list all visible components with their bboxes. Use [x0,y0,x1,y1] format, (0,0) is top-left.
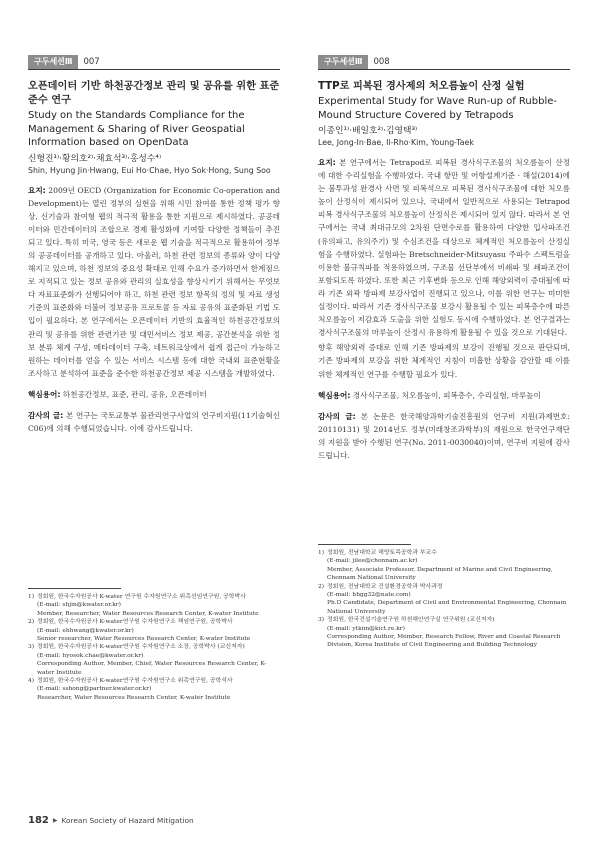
triangle-icon: ▶ [52,817,58,824]
acknowledgement [318,410,570,462]
title-korean: TTP로 피복된 경사제의 처오름높이 산정 실험 [318,81,525,92]
title-english: Study on the Standards Compliance for the Management & Sharing of River Geospatial Information based on OpenData [28,110,245,148]
footnote-index: 3) [28,644,35,651]
session-tag [28,55,280,70]
abstract-paragraph-2: 향후 해양외력 증대로 인해 기존 방파제의 보강이 진행될 것으로 판단되며, 기존 방파제의 보강을 위한 체계적인 지침이 미흡한 상황을 감안할 때 이를 위한 체계적인 연구를 수행할 필요가 있다. [318,343,570,379]
footnote-item [28,643,280,677]
footnote-line: Researcher, Water Resources Research Center, K-water Institute [37,694,231,701]
footnotes-left [28,593,280,702]
footnote-item [28,677,280,702]
footnote-line: Member, Associate Professor, Department of Marine and Civil Engineering, Chonnam National University [327,566,553,582]
keywords [28,388,280,401]
footnote-line: 정회원, 한국건설기술연구원 하천해안연구실 연구위원 (교신저자) [327,617,495,624]
footnote-index: 2) [318,583,325,590]
keywords-text: 경사식구조물, 처오름높이, 피복층수, 수리실험, 마루높이 [350,390,541,400]
footnote-line: 정회원, 한국수자원공사 K-water연구원 수자원연구소 책임연구원, 공학박사 [37,619,233,626]
footnote-index: 1) [28,594,35,600]
page-number: 182 [28,815,49,826]
keywords-label: 핵심용어: [318,390,351,400]
footnote-line: (E-mail: ytkim@kict.re.kr) [327,625,405,632]
abstract-label: 요지: [28,185,46,195]
session-number: 008 [373,57,390,67]
abstract-label: 요지: [318,158,336,167]
footnote-item [28,593,280,618]
ack-label: 감사의 글: [318,411,356,421]
footnote-line: Member, Researcher, Water Resources Research Center, K-water Institute [37,610,259,617]
footnote-line: Corresponding Author, Member, Chief, Water Resources Research Center, K-water Institute [37,661,267,676]
abstract [318,156,570,339]
footnote-item [318,583,570,617]
footnote-index: 3) [318,617,325,624]
title-korean: 오픈데이터 기반 하천공간정보 관리 및 공유를 위한 표준 준수 연구 [28,81,280,106]
page-footer [28,815,194,826]
left-article [28,55,280,435]
ack-text: 본 연구는 국토교통부 물관리연구사업의 연구비지원(11기술혁신C06)에 의해 수행되었습니다. 이에 감사드립니다. [28,410,280,433]
footnote-line: Senior researcher, Water Resources Research Center, K-water Institute [37,636,251,643]
footnote-item [28,618,280,643]
keywords [318,389,570,402]
footnote-line: (E-mail: jilee@chonnam.ac.kr) [327,558,418,565]
acknowledgement [28,409,280,435]
right-article [318,55,570,462]
footnote-index: 2) [28,619,35,626]
footnote-line: 정회원, 한국수자원공사 K-water연구원 수자원연구소 위촉연구원, 공학석사 [37,678,233,685]
footnote-line: (E-mail: bhgg32@nate.com) [327,592,411,599]
session-label: 구두세션Ⅲ [318,55,368,69]
footnote-line: Corresponding Author, Member, Research Fellow, River and Coastal Research Division, Korea Institute of Civil Engineering and Building Technology [327,634,561,649]
authors-korean: 이종인¹⁾·배일호²⁾·김영택³⁾ [318,126,418,136]
footnote-line: (E-mail: sshong@partner.kwater.or.kr) [37,686,152,693]
keywords-text: 하천공간정보, 표준, 관리, 공유, 오픈데이터 [60,389,207,399]
footnote-line: (E-mail: hyosok.chae@kwater.or.kr) [37,652,144,659]
footnote-line: Ph.D Candidate, Department of Civil and Environmental Engineering, Chonnam National University [327,600,567,615]
footnote-item [318,616,570,650]
footnote-rule [28,588,121,589]
footnotes-right [318,549,570,650]
keywords-label: 핵심용어: [28,389,61,399]
abstract-text: 본 연구에서는 Tetrapod로 피복된 경사식구조물의 처오름높이 산정에 대한 수리실험을 수행하였다. 국내 항만 및 어항설계기준 · 해설(2014)에는 불투과성 완경사 사면 및 피복석으로 피복된 경사식구조물에 대한 처오름높이 산정식이 제시되어 있으나, 국내에서 일반적으로 사용되는 Tetrapod 피복 경사식구조물의 처오름높이 산정식은 제시되어 있지 않다. 따라서 본 연구에서는 국내 최대규모의 2차원 단면수로를 활용하여 다양한 입사파조건(유의파고, 유의주기) 및 수심조건을 대상으로 체계적인 처오름높이 산정실험을 수행하였다. 실험파는 Bretschneider-Mitsuyasu 주파수 스펙트럼을 이용한 불규칙파를 적용하였으며, 구조물 선단부에서 비쇄파 및 쇄파조건이 포함되도록 하였다. 또한 최근 기후변화 등으로 인해 해양외력이 증대될에 따라 기존 외곽 방파제 보강사업이 진행되고 있으나, 이를 위한 연구는 미미한 실정이다. 따라서 기존 경사식구조물 보강시 활용될 수 있는 피복층수에 따른 처오름높이 저감효과 도출을 위한 실험도 동시에 수행하였다. 본 연구결과는 경사식구조물의 마루높이 산정시 유용하게 활용될 수 있을 것으로 기대된다. [318,158,570,338]
authors-korean: 신형진¹⁾·황의호²⁾·채효석³⁾·홍성수⁴⁾ [28,153,162,164]
footnote-item [318,549,570,583]
journal-name: Korean Society of Hazard Mitigation [61,816,194,825]
footnote-line: 정회원, 전남대학교 해양토목공학과 부교수 [327,550,437,556]
ack-text: 본 논문은 한국해양과학기술진흥원의 연구비 지원(과제번호: 20110131) 및 2014년도 정부(미래창조과학부)의 재원으로 한국연구재단의 지원을 받아 수행된 연구(No. 2011-0030040)이며, 연구비 지원에 감사드립니다. [318,411,570,460]
abstract [28,184,280,380]
session-tag [318,55,570,70]
abstract-text: 2009년 OECD (Organization for Economic Co-operation and Development)는 열린 정부의 실현을 위해 시민 참여를 통한 정책 평가 향상, 신기술과 참여형 웹의 적극적 활용을 통한 지원으로 제시하였다. 공공데이터와 민간데이터의 조합으로 경제 활성화에 기여할 다양한 정책들이 추진되고 있다. 특히 미국, 영국 등은 새로운 웹 기술을 적극적으로 활용하여 정부의 공공데이터를 공개하고 있다. 아울러, 하천 관련 정보의 종류와 양이 다양해지고 있으며, 하천 정보의 중요성 확대로 인해 수요가 증가하면서 한계점으로 지적되고 있는 정보 공유와 관리의 실효성을 향상시키기 위해서는 무엇보다 자료표준화가 선행되어야 하고, 하천 관련 정보 항목의 정의 및 자료 생성기준의 표준화와 더불어 정보공유 프로토콜 등 자료 공유의 표준화된 기법 도입이 필요하다. 본 연구에서는 오픈데이터 기반의 효율적인 하천공간정보의 관리 및 공유를 위한 관련기관 및 대민서비스 정보 제공, 공간분석을 위한 정보 분류 체계 구성, 메타데이터 구축, 네트워크상에서 쉽게 접근이 가능하고 원하는 데이터를 얻을 수 있는 서비스 시스템 등에 대한 국내외 표준현황을 조사하고 분석하여 표준을 준수한 하천공간정보 제공 시스템을 개발하였다. [28,185,280,378]
footnote-line: 정회원, 전남대학교 건설환경공학과 박사과정 [327,583,443,590]
title-english: Experimental Study for Wave Run-up of Rubble-Mound Structure Covered by Tetrapods [318,96,558,121]
footnote-index: 1) [318,550,325,556]
ack-label: 감사의 글: [28,410,64,420]
footnote-line: (E-mail: shjin@kwater.or.kr) [37,602,121,609]
footnote-index: 4) [28,678,35,685]
authors-english: Lee, Jong-In·Bae, Il-Rho·Kim, Young-Taek [318,138,474,147]
footnote-rule [318,544,411,545]
authors-english: Shin, Hyung Jin·Hwang, Eui Ho·Chae, Hyo Sok·Hong, Sung Soo [28,165,271,175]
footnote-line: 정회원, 한국수자원공사 K-water 연구원 수자원연구소 위촉선임연구원, 공학박사 [37,594,246,600]
footnote-line: (E-mail: ehhwang@kwater.or.kr) [37,627,134,634]
session-number: 007 [83,57,100,67]
session-label: 구두세션Ⅲ [28,55,78,69]
footnote-line: 정회원, 한국수자원공사 K-water연구원 수자원연구소 소장, 공학박사 (교신저자) [37,644,245,651]
